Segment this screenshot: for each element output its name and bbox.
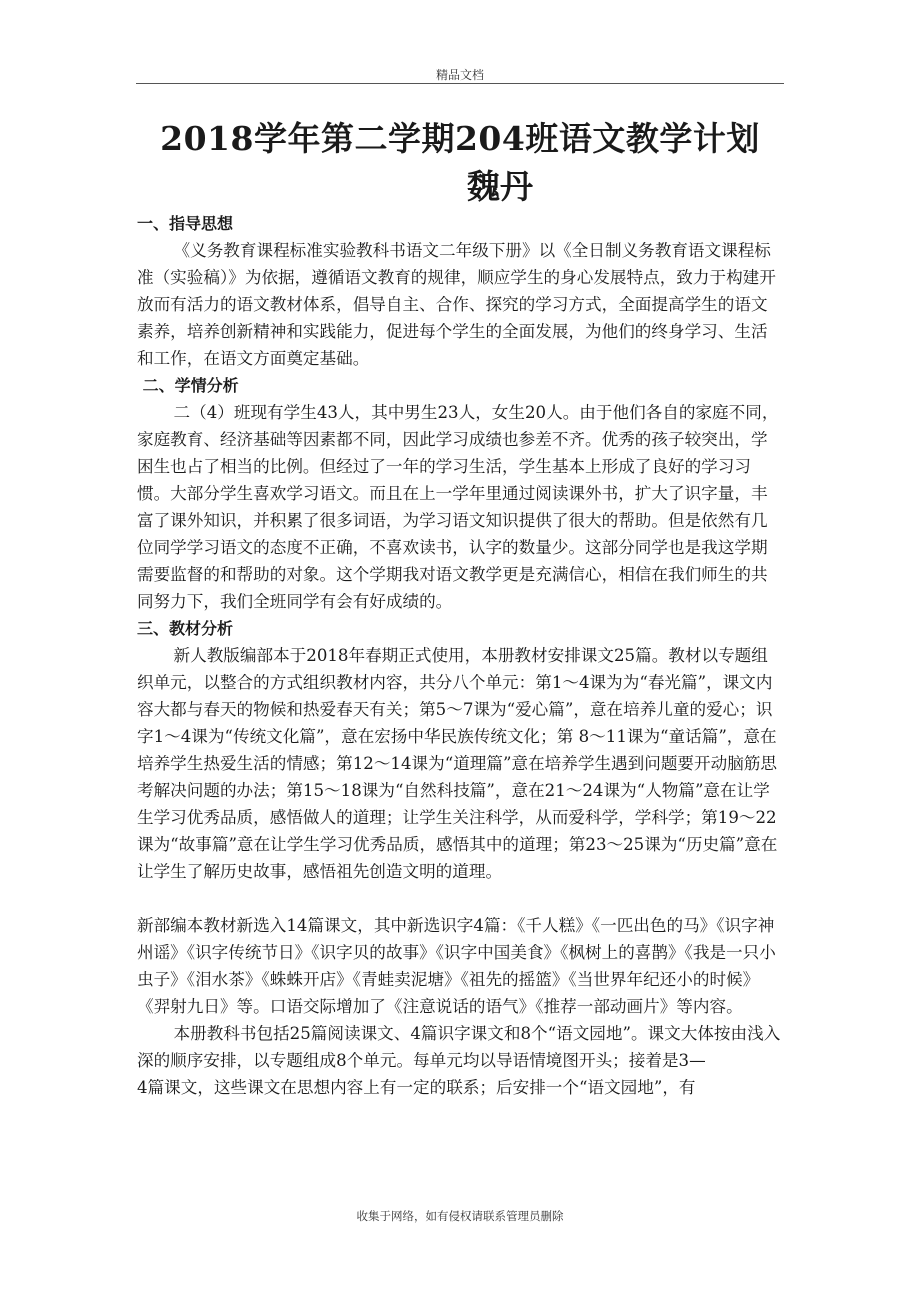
header-divider (136, 83, 784, 84)
page-header: 精品文档 (435, 68, 484, 82)
document-title: 2018学年第二学期204班语文教学计划 (160, 119, 760, 158)
section-heading-guiding-ideology: 一、指导思想 (137, 214, 234, 233)
document-author: 魏丹 (467, 167, 533, 206)
paragraph-book-structure: 本册教科书包括25篇阅读课文、4篇识字课文和8个“语文园地”。课文大体按由浅入深的顺序安排，以专题组成8个单元。每单元均以导语情境图开头；接着是3— (137, 1024, 781, 1070)
paragraph-new-texts: 新部编本教材新选入14篇课文，其中新选识字4篇：《千人糕》《一匹出色的马》《识字神州谣》《识字传统节日》《识字贝的故事》《识字中国美食》《枫树上的喜鹊》《我是一只小虫子》《泪水茶》《蛛蛛开店》《青蛙卖泥塘》《祖先的摇篮》《当世界年纪还小的时候》《羿射九日》等。口语交际增加了《注意说话的语气》《推荐一部动画片》等内容。 (137, 916, 776, 1016)
paragraph-guiding-ideology: 《义务教育课程标准实验教科书语文二年级下册》以《全日制义务教育语文课程标准（实验稿）》为依据，遵循语文教育的规律，顺应学生的身心发展特点，致力于构建开放而有活力的语文教材体系，倡导自主、合作、探究的学习方式，全面提高学生的语文素养，培养创新精神和实践能力，促进每个学生的全面发展，为他们的终身学习、生活和工作，在语文方面奠定基础。 (137, 241, 776, 368)
section-heading-student-analysis: 二、学情分析 (137, 376, 239, 395)
paragraph-student-analysis: 二（4）班现有学生43人，其中男生23人，女生20人。由于他们各自的家庭不同，家庭教育、经济基础等因素都不同，因此学习成绩也参差不齐。优秀的孩子较突出，学困生也占了相当的比例。但经过了一年的学习生活，学生基本上形成了良好的学习习惯。大部分学生喜欢学习语文。而且在上一学年里通过阅读课外书，扩大了识字量，丰富了课外知识，并积累了很多词语，为学习语文知识提供了很大的帮助。但是依然有几位同学学习语文的态度不正确，不喜欢读书，认字的数量少。这部分同学也是我这学期需要监督的和帮助的对象。这个学期我对语文教学更是充满信心，相信在我们师生的共同努力下，我们全班同学有会有好成绩的。 (137, 403, 779, 611)
paragraph-book-structure-continued: 4篇课文，这些课文在思想内容上有一定的联系；后安排一个“语文园地”，有 (137, 1078, 696, 1097)
section-heading-textbook-analysis: 三、教材分析 (137, 619, 234, 638)
paragraph-textbook-units: 新人教版编部本于2018年春期正式使用，本册教材安排课文25篇。教材以专题组织单元，以整合的方式组织教材内容，共分八个单元：第1～4课为为“春光篇”，课文内容大都与春天的物候和热爱春天有关；第5～7课为“爱心篇”，意在培养儿童的爱心；识字1～4课为“传统文化篇”，意在宏扬中华民族传统文化；第 8～11课为“童话篇”，意在培养学生热爱生活的情感；第12～14课为“道理篇”意在培养学生遇到问题要开动脑筋思考解决问题的办法；第15～18课为“自然科技篇”，意在21～24课为“人物篇”意在让学生学习优秀品质，感悟做人的道理；让学生关注科学，从而爱科学，学科学；第19～22课为“故事篇”意在让学生学习优秀品质，感悟其中的道理；第23～25课为“历史篇”意在让学生了解历史故事，感悟祖先创造文明的道理。 (137, 646, 778, 881)
paragraph-gap (137, 885, 783, 912)
page-footer: 收集于网络，如有侵权请联系管理员删除 (356, 1209, 564, 1223)
document-body (137, 210, 783, 1101)
